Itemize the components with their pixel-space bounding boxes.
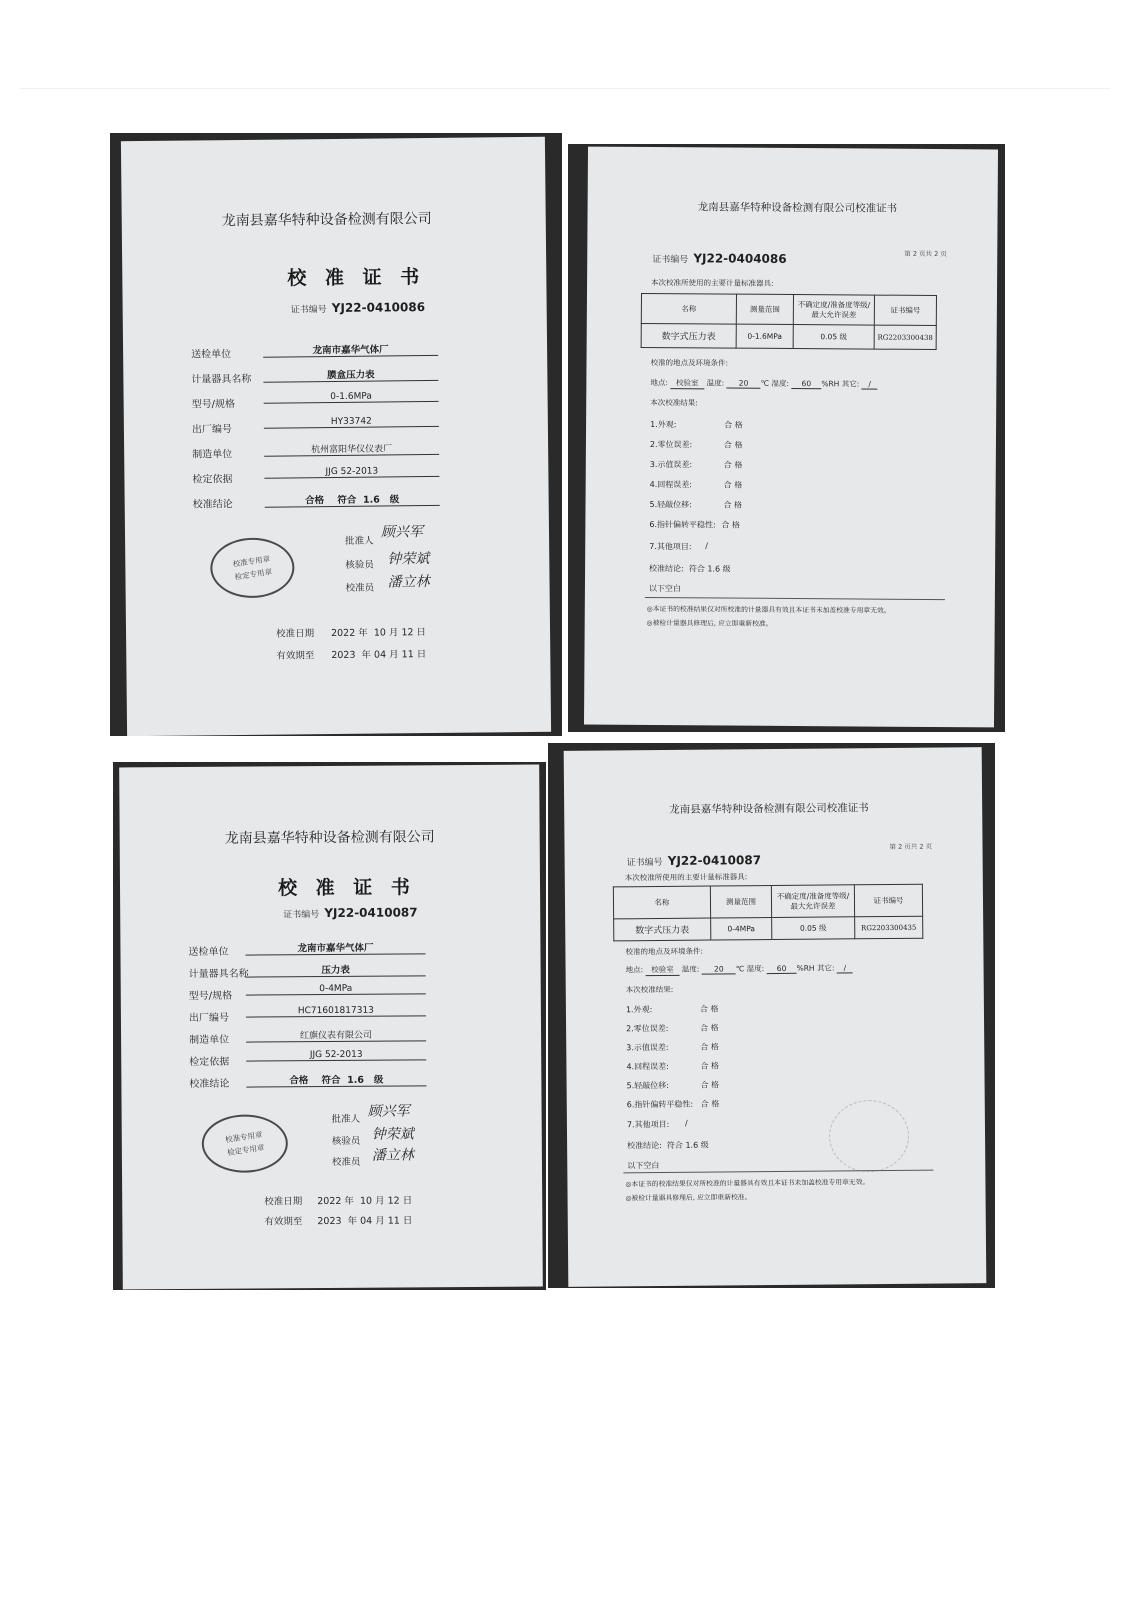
valid-until-date: 2023 年 04 月 11 日 — [317, 1215, 413, 1228]
faint-seal-impression — [829, 1100, 910, 1173]
field-label: 制造单位 — [189, 1034, 230, 1046]
field-value: JJG 52-2013 — [264, 466, 439, 479]
result-value: / — [684, 1118, 688, 1128]
table-header: 不确定度/准备度等级/最大允许误差 — [793, 295, 874, 326]
result-value: / — [705, 541, 708, 551]
humidity-unit: %RH — [821, 379, 840, 389]
field-label: 校准结论 — [189, 1078, 230, 1090]
field-label: 计量器具名称 — [191, 373, 252, 386]
page2-title: 龙南县嘉华特种设备检测有限公司校准证书 — [669, 802, 869, 816]
field-label: 送检单位 — [188, 946, 229, 958]
cert-number-line — [652, 247, 787, 267]
note-recalibration: ◎被检计量器具修理后, 应立即重新校准。 — [646, 618, 773, 628]
temperature-value: 20 — [727, 379, 761, 389]
place-value: 校验室 — [670, 377, 704, 389]
seal-text: 校准专用章 — [232, 554, 271, 569]
field-label: 检定依据 — [189, 1056, 230, 1068]
seal-text-2: 检定专用章 — [226, 1142, 265, 1158]
result-value: 合 格 — [700, 1061, 720, 1071]
field-value: 0-4MPa — [246, 983, 426, 995]
result-value: 合 格 — [699, 1004, 719, 1014]
scan-edge-line — [20, 88, 1110, 89]
other-label: 其它: — [816, 963, 835, 973]
calibrator-label: 校准员 — [345, 582, 375, 594]
standards-table — [641, 293, 937, 350]
calibration-date: 2022 年 10 月 12 日 — [317, 1195, 413, 1208]
result-item: 7.其他项目: — [626, 1119, 670, 1130]
result-item: 4.回程误差: — [649, 480, 693, 490]
table-cell: RG2203300438 — [874, 325, 936, 349]
official-seal — [202, 1114, 288, 1173]
field-value: 合格 符合 1.6 级 — [265, 491, 440, 508]
certificate-1-cover-page — [121, 137, 551, 736]
field-value: 龙南市嘉华气体厂 — [245, 939, 425, 955]
result-value: 合 格 — [700, 1042, 719, 1052]
table-cell: RG2203300435 — [855, 916, 923, 939]
table-cell: 数字式压力表 — [641, 323, 736, 348]
humidity-label: 湿度: — [746, 964, 765, 974]
field-value: 合格 符合 1.6 级 — [246, 1071, 426, 1087]
result-item: 3.示值误差: — [649, 460, 693, 470]
checker-label: 核验员 — [331, 1135, 361, 1147]
approver-signature: 顾兴军 — [367, 1103, 410, 1120]
photo-certificate-2-cover — [113, 762, 546, 1290]
valid-until-label: 有效期至 — [264, 1216, 303, 1228]
cert-number-label: 证书编号 — [283, 910, 320, 921]
table-header: 证书编号 — [854, 884, 922, 917]
blank-marker: 以下空白 — [627, 1161, 660, 1171]
result-item: 4.回程误差: — [626, 1061, 669, 1072]
approver-signature: 顾兴军 — [380, 524, 424, 541]
field-label: 型号/规格 — [188, 990, 233, 1002]
result-value: 合 格 — [723, 500, 743, 510]
environment-line — [650, 377, 877, 391]
cert-number: YJ22-0410087 — [667, 853, 762, 868]
place-label: 地点: — [625, 965, 644, 975]
seal-text-2: 检定专用章 — [234, 567, 273, 582]
photo-certificate-2-page-2 — [548, 743, 995, 1288]
result-value: 合 格 — [700, 1023, 719, 1033]
company-name: 龙南县嘉华特种设备检测有限公司 — [221, 210, 432, 230]
cert-number-label: 证书编号 — [290, 305, 327, 316]
result-item: 6.指针偏转平稳性: — [649, 520, 716, 530]
field-label: 送检单位 — [191, 349, 232, 361]
result-item: 1.外观: — [650, 420, 677, 430]
field-label: 检定依据 — [192, 474, 233, 486]
checker-label: 核验员 — [345, 559, 374, 571]
calibrator-signature: 潘立林 — [387, 574, 430, 591]
company-name: 龙南县嘉华特种设备检测有限公司 — [224, 829, 435, 847]
certificate-1-page-2 — [584, 147, 998, 728]
table-header: 不确定度/准备度等级/最大允许误差 — [771, 885, 854, 918]
humidity-label: 湿度: — [771, 378, 789, 388]
note-recalibration: ◎被检计量器具修理后, 应立即重新校准。 — [625, 1193, 752, 1203]
table-header: 名称 — [641, 293, 736, 324]
checker-signature: 钟荣斌 — [387, 551, 430, 568]
table-header: 测量范围 — [736, 294, 793, 324]
valid-until-label: 有效期至 — [276, 650, 315, 662]
certificate-2-page-2 — [564, 747, 987, 1287]
field-label: 校准结论 — [192, 499, 233, 511]
field-label: 计量器具名称 — [188, 968, 249, 980]
calibration-date-label: 校准日期 — [276, 628, 315, 640]
temperature-value: 20 — [702, 964, 736, 974]
field-label: 型号/规格 — [191, 399, 236, 411]
certificate-2-cover-page — [119, 765, 543, 1290]
result-value: 合 格 — [723, 460, 743, 470]
seal-text: 校准专用章 — [224, 1129, 264, 1145]
humidity-value: 60 — [767, 964, 797, 974]
calibrator-signature: 潘立林 — [371, 1147, 414, 1164]
calibration-date: 2022 年 10 月 12 日 — [331, 627, 427, 640]
table-row — [614, 916, 923, 941]
result-value: 合 格 — [721, 520, 740, 530]
blank-marker: 以下空白 — [648, 584, 681, 594]
field-value: JJG 52-2013 — [246, 1049, 426, 1061]
result-value: 合 格 — [700, 1080, 720, 1090]
result-value: 合 格 — [723, 480, 743, 490]
official-seal — [210, 537, 295, 598]
result-item: 7.其他项目: — [649, 542, 692, 552]
environment-line — [626, 962, 853, 976]
field-value: 龙南市嘉华气体厂 — [263, 341, 438, 358]
conclusion: 校准结论: 符合 1.6 级 — [649, 564, 731, 574]
table-header-row — [641, 293, 936, 325]
calibrator-label: 校准员 — [331, 1156, 361, 1168]
cert-number-line — [283, 901, 418, 921]
field-value: 红旗仪表有限公司 — [246, 1027, 426, 1042]
divider — [623, 1170, 933, 1174]
results-intro: 本次校准结果: — [625, 984, 674, 995]
certificate-title: 校 准 证 书 — [277, 876, 416, 900]
conclusion: 校准结论: 符合 1.6 级 — [627, 1140, 709, 1151]
page-indicator: 第 2 页共 2 页 — [904, 249, 947, 259]
cert-number: YJ22-0410086 — [331, 300, 426, 316]
result-item: 5.轻敲位移: — [626, 1080, 669, 1091]
humidity-unit: %RH — [796, 963, 815, 973]
other-label: 其它: — [841, 379, 860, 389]
table-header: 测量范围 — [710, 886, 771, 919]
note-validity: ◎本证书的校准结果仅对所校准的计量器具有效且本证书未加盖校准专用章无效。 — [646, 604, 891, 615]
field-value: HY33742 — [264, 416, 439, 429]
valid-until-date: 2023 年 04 月 11 日 — [331, 649, 427, 662]
table-header-row — [613, 884, 922, 919]
table-cell: 0-4MPa — [711, 918, 772, 941]
table-header: 名称 — [613, 886, 710, 919]
certificate-title: 校 准 证 书 — [287, 266, 426, 290]
environment-intro: 校准的地点及环境条件: — [625, 946, 703, 957]
result-item: 2.零位误差: — [649, 440, 693, 450]
standards-table — [613, 884, 923, 942]
page2-title: 龙南县嘉华特种设备检测有限公司校准证书 — [697, 201, 898, 215]
result-item: 1.外观: — [625, 1005, 653, 1015]
standards-intro: 本次校准所使用的主要计量标准器具: — [651, 278, 774, 288]
field-label: 出厂编号 — [191, 424, 232, 436]
temperature-label: 温度: — [706, 378, 725, 388]
table-cell: 0.05 级 — [793, 325, 874, 350]
field-value: 杭州富阳华仪仪表厂 — [264, 441, 439, 457]
cert-number-label: 证书编号 — [626, 857, 663, 869]
other-value: / — [837, 963, 853, 973]
temperature-label: 温度: — [681, 964, 700, 974]
cert-number: YJ22-0404086 — [693, 251, 787, 266]
result-value: 合 格 — [700, 1099, 720, 1109]
table-cell: 0.05 级 — [772, 917, 855, 940]
table-cell: 0-1.6MPa — [736, 324, 793, 348]
checker-signature: 钟荣斌 — [371, 1126, 414, 1143]
field-label: 制造单位 — [192, 449, 233, 461]
field-value: 压力表 — [246, 961, 426, 977]
approver-label: 批准人 — [331, 1113, 361, 1125]
result-value: 合 格 — [723, 440, 743, 450]
cert-number-line — [291, 296, 426, 316]
results-intro: 本次校准结果: — [650, 398, 698, 408]
temperature-unit: ℃ — [735, 964, 745, 974]
field-label: 出厂编号 — [188, 1012, 229, 1024]
place-label: 地点: — [650, 378, 668, 388]
table-header: 证书编号 — [874, 295, 936, 325]
result-item: 6.指针偏转平稳性: — [626, 1099, 694, 1110]
note-validity: ◎本证书的校准结果仅对所校准的计量器具有效且本证书未加盖校准专用章无效。 — [625, 1178, 870, 1189]
temperature-unit: ℃ — [760, 378, 770, 388]
photo-certificate-1-page-2 — [568, 144, 1005, 732]
field-value: 0-1.6MPa — [264, 391, 439, 404]
environment-intro: 校准的地点及环境条件: — [650, 358, 729, 368]
calibration-date-label: 校准日期 — [264, 1196, 303, 1208]
table-cell: 数字式压力表 — [614, 918, 711, 941]
divider — [645, 597, 945, 600]
result-item: 5.轻敲位移: — [649, 500, 692, 510]
table-row — [641, 323, 936, 349]
result-item: 2.零位误差: — [626, 1023, 669, 1034]
result-value: 合 格 — [724, 420, 743, 430]
result-item: 3.示值误差: — [626, 1042, 669, 1053]
humidity-value: 60 — [791, 379, 821, 389]
photo-certificate-1-cover — [110, 133, 562, 736]
approver-label: 批准人 — [345, 535, 374, 547]
other-value: / — [862, 379, 878, 389]
field-value: HC71601817313 — [246, 1005, 426, 1017]
field-value: 膜盒压力表 — [263, 366, 438, 383]
page-indicator: 第 2 页共 2 页 — [889, 842, 933, 851]
cert-number-line — [627, 849, 762, 869]
cert-number: YJ22-0410087 — [324, 905, 418, 921]
place-value: 校验室 — [645, 964, 679, 976]
standards-intro: 本次校准所使用的主要计量标准器具: — [624, 872, 748, 883]
cert-number-label: 证书编号 — [652, 255, 689, 266]
